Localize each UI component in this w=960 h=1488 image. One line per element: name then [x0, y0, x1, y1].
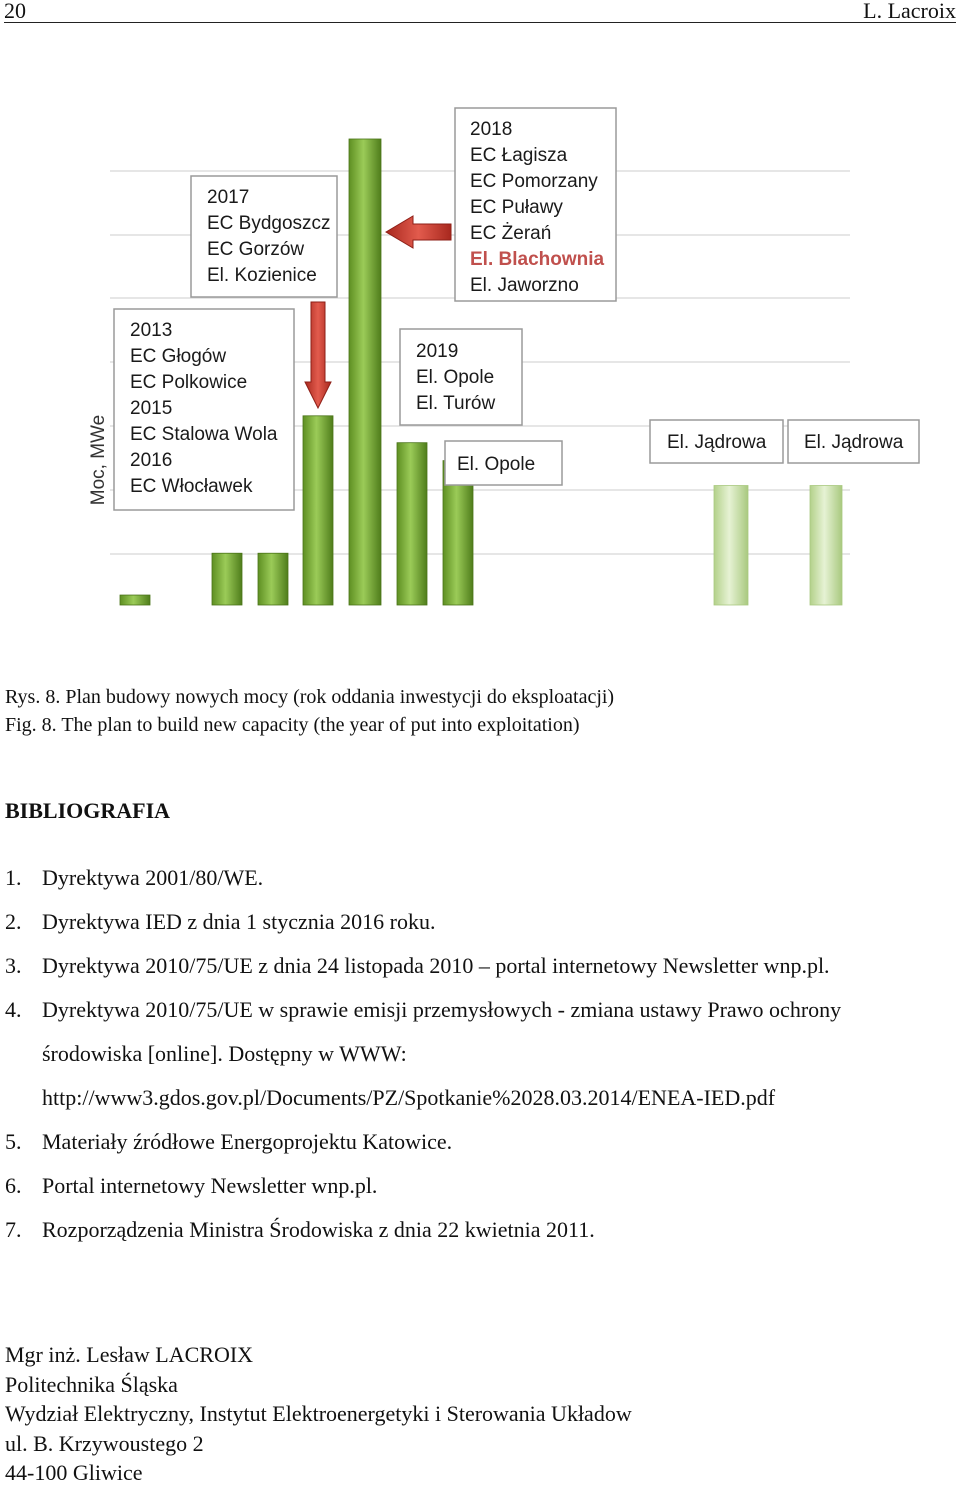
item-text: Dyrektywa 2001/80/WE.: [42, 865, 264, 890]
bibliography-list: [5, 856, 955, 1252]
annotation-2-line: 2017: [207, 187, 250, 208]
capacity-bar-chart: [0, 100, 960, 620]
annotation-1-line: 2016: [130, 450, 173, 471]
annotation-2-line: EC Gorzów: [207, 239, 305, 260]
item-text: Dyrektywa 2010/75/UE z dnia 24 listopada 2010 – portal internetowy Newsletter wnp.pl.: [42, 953, 830, 978]
annotation-6-line: El. Jądrowa: [667, 432, 767, 453]
item-number: 1.: [5, 865, 22, 890]
bar-b9: [810, 486, 842, 605]
annotation-5-line: El. Opole: [457, 454, 536, 475]
annotation-3-line: EC Łagisza: [470, 145, 568, 166]
arrow-left-icon: [386, 216, 451, 248]
annotation-3-line: EC Puławy: [470, 197, 563, 218]
bibliography-item: [5, 1208, 955, 1252]
bibliography-heading: BIBLIOGRAFIA: [5, 798, 171, 823]
bar-b8: [714, 486, 748, 605]
annotation-3-line: 2018: [470, 119, 513, 140]
bar-b3: [258, 553, 288, 605]
item-number: 5.: [5, 1129, 22, 1154]
university: Politechnika Śląska: [5, 1371, 178, 1397]
annotation-1-line: EC Polkowice: [130, 372, 248, 393]
bar-b5: [349, 139, 381, 605]
item-text: Dyrektywa IED z dnia 1 stycznia 2016 roku.: [42, 909, 436, 934]
y-axis-label: Moc, MWe: [88, 414, 109, 506]
item-number: 4.: [5, 997, 22, 1022]
arrow-down-icon: [305, 302, 331, 408]
annotation-3-line: El. Jaworzno: [470, 275, 579, 296]
annotation-3-highlight-line: El. Blachownia: [470, 249, 605, 270]
bibliography-item: [5, 1120, 955, 1164]
street-address: ul. B. Krzywoustego 2: [5, 1430, 204, 1456]
faculty: Wydział Elektryczny, Instytut Elektroenergetyki i Sterowania Układow: [5, 1401, 632, 1426]
annotation-1-line: EC Włocławek: [130, 476, 253, 497]
item-number: 6.: [5, 1173, 22, 1198]
city-address: 44-100 Gliwice: [5, 1460, 143, 1485]
figure-caption-pl: Rys. 8. Plan budowy nowych mocy (rok oddania inwestycji do eksploatacji): [5, 686, 615, 708]
item-number: 7.: [5, 1217, 22, 1242]
item-number: 3.: [5, 953, 22, 978]
item-text: Materiały źródłowe Energoprojektu Katowice.: [42, 1129, 453, 1154]
annotation-4-line: El. Turów: [416, 393, 496, 414]
author-affiliation: [5, 1340, 632, 1488]
item-text: Rozporządzenia Ministra Środowiska z dnia 22 kwietnia 2011.: [42, 1217, 595, 1242]
annotation-1-line: EC Stalowa Wola: [130, 424, 278, 445]
item-number: 2.: [5, 909, 22, 934]
item-text: Portal internetowy Newsletter wnp.pl.: [42, 1173, 378, 1198]
annotation-2-line: EC Bydgoszcz: [207, 213, 331, 234]
annotation-1-line: 2013: [130, 320, 173, 341]
bibliography-item: [5, 856, 955, 900]
annotation-3-line: EC Żerań: [470, 223, 552, 244]
bar-b2: [212, 553, 242, 605]
annotation-4-line: El. Opole: [416, 367, 495, 388]
bar-b6: [397, 443, 427, 605]
page-header: [4, 0, 956, 23]
bibliography-item: [5, 1164, 955, 1208]
annotation-7-line: El. Jądrowa: [804, 432, 904, 453]
annotation-1-line: 2015: [130, 398, 173, 419]
annotation-1-line: EC Głogów: [130, 346, 227, 367]
bar-b4: [303, 416, 333, 605]
bar-b1: [120, 595, 150, 605]
bibliography-item: [5, 900, 955, 944]
annotation-2-line: El. Kozienice: [207, 265, 317, 286]
annotation-3-line: EC Pomorzany: [470, 171, 598, 192]
page-number: 20: [4, 0, 26, 23]
bibliography-item: [5, 988, 955, 1120]
annotation-4-line: 2019: [416, 341, 459, 362]
item-text: Dyrektywa 2010/75/UE w sprawie emisji przemysłowych - zmiana ustawy Prawo ochrony środowiska [online]. Dostępny w WWW: http://www3.gdos.gov.pl/Documents/PZ/Spotkanie%2028.03.2014/ENEA-IED.pdf: [42, 997, 842, 1110]
bibliography-item: [5, 944, 955, 988]
author-name: Mgr inż. Lesław LACROIX: [5, 1342, 254, 1367]
figure-caption-en: Fig. 8. The plan to build new capacity (the year of put into exploitation): [5, 714, 580, 736]
annotations: [114, 108, 919, 510]
running-author: L. Lacroix: [863, 0, 956, 23]
